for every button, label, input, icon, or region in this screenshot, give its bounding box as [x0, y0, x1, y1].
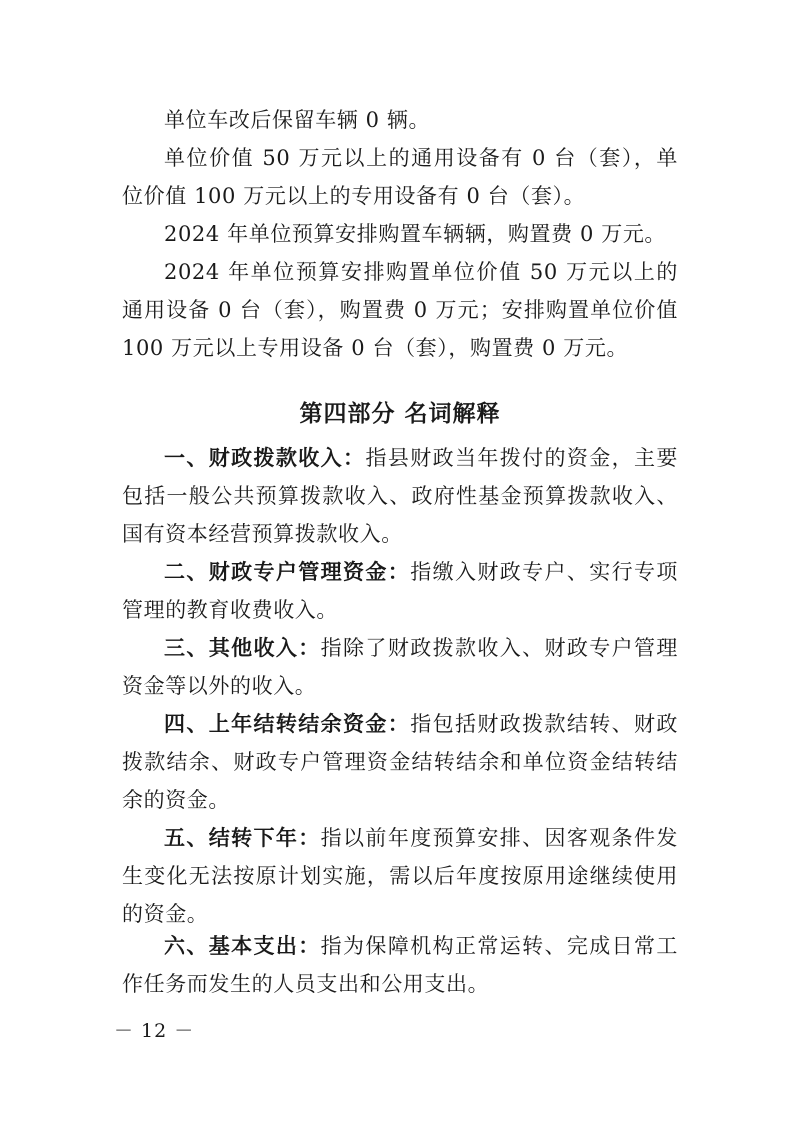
paragraph-vehicles-retained: 单位车改后保留车辆 0 辆。: [164, 108, 431, 132]
term-paragraph-carryover-prior-year: [122, 705, 678, 819]
paragraph-equipment-purchase: 2024 年单位预算安排购置单位价值 50 万元以上的通用设备 0 台（套），购置费 0 万元；安排购置单位价值 100 万元以上专用设备 0 台（套），购置费 0 万元。: [122, 260, 678, 360]
term-paragraph-basic-expenditure: [122, 927, 678, 1003]
section-title: 第四部分 名词解释: [299, 401, 501, 427]
term-label: 三、其他收入：: [164, 636, 321, 660]
term-paragraph-special-account: [122, 553, 678, 629]
term-label: 五、结转下年：: [164, 826, 321, 850]
term-paragraph-carryover-next-year: [122, 819, 678, 933]
paragraph-vehicle-purchase: 2024 年单位预算安排购置车辆辆，购置费 0 万元。: [164, 222, 667, 246]
term-paragraph-other-income: [122, 629, 678, 705]
term-definition: 指县财政当年拨付的资金，主要包括一般公共预算拨款收入、政府性基金预算拨款收入、国有资本经营预算拨款收入。: [122, 446, 678, 546]
paragraph-equipment-count: 单位价值 50 万元以上的通用设备有 0 台（套），单位价值 100 万元以上的专用设备有 0 台（套）。: [122, 146, 678, 208]
term-definition: 指除了财政拨款收入、财政专户管理资金等以外的收入。: [122, 636, 678, 698]
term-definition: 指以前年度预算安排、因客观条件发生变化无法按原计划实施，需以后年度按原用途继续使用的资金。: [122, 826, 678, 926]
term-paragraph-fiscal-appropriation: [122, 439, 678, 553]
page-number: － 12 －: [114, 1020, 195, 1042]
term-label: 六、基本支出：: [164, 934, 321, 958]
term-definition: 指缴入财政专户、实行专项管理的教育收费收入。: [122, 560, 678, 622]
term-label: 四、上年结转结余资金：: [164, 712, 411, 736]
term-definition: 指包括财政拨款结转、财政拨款结余、财政专户管理资金结转结余和单位资金结转结余的资金。: [122, 712, 678, 812]
term-label: 一、财政拨款收入：: [164, 446, 366, 470]
term-definition: 指为保障机构正常运转、完成日常工作任务而发生的人员支出和公用支出。: [122, 934, 678, 996]
term-label: 二、财政专户管理资金：: [164, 560, 411, 584]
